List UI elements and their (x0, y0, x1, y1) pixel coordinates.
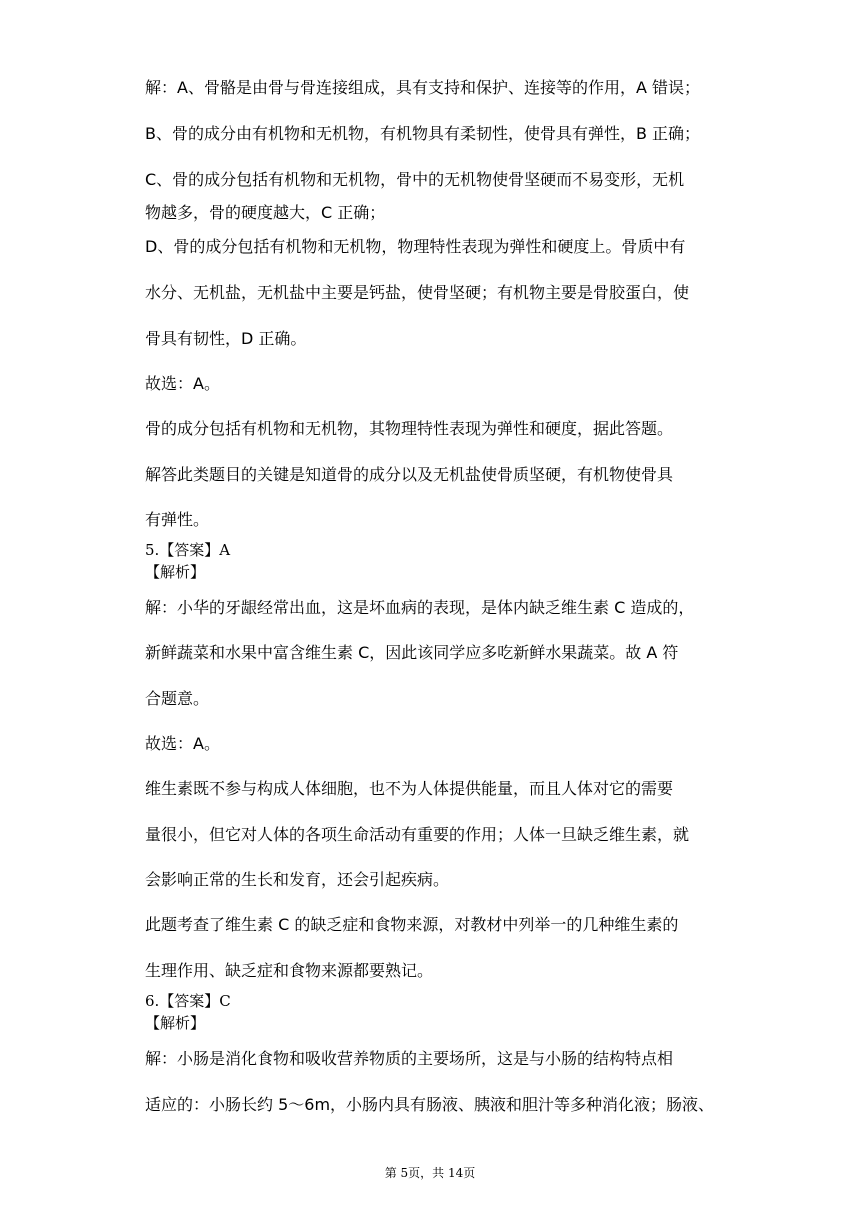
text-line: 有弹性。 (145, 510, 210, 529)
text-line: 故选：A。 (145, 374, 220, 393)
text-line: 生理作用、缺乏症和食物来源都要熟记。 (145, 961, 434, 980)
text-line: 解：小肠是消化食物和吸收营养物质的主要场所，这是与小肠的结构特点相 (145, 1049, 674, 1068)
analysis-heading: 【解析】 (145, 563, 206, 581)
answer-heading: 5.【答案】A (145, 541, 231, 559)
text-line: 解：A、骨骼是由骨与骨连接组成，具有支持和保护、连接等的作用，A 错误； (145, 78, 700, 97)
text-line: 物越多，骨的硬度越大，C 正确； (145, 203, 386, 222)
text-line: C、骨的成分包括有机物和无机物，骨中的无机物使骨坚硬而不易变形，无机 (145, 170, 685, 189)
analysis-heading: 【解析】 (145, 1014, 206, 1032)
text-line: 合题意。 (145, 689, 210, 708)
text-line: 适应的：小肠长约 5～6m，小肠内具有肠液、胰液和胆汁等多种消化液；肠液、 (145, 1095, 715, 1114)
text-line: 水分、无机盐，无机盐中主要是钙盐，使骨坚硬；有机物主要是骨胶蛋白，使 (145, 283, 690, 302)
text-line: B、骨的成分由有机物和无机物，有机物具有柔韧性，使骨具有弹性，B 正确； (145, 124, 701, 143)
text-line: D、骨的成分包括有机物和无机物，物理特性表现为弹性和硬度上。骨质中有 (145, 237, 686, 256)
text-line: 骨具有韧性，D 正确。 (145, 329, 307, 348)
text-line: 骨的成分包括有机物和无机物，其物理特性表现为弹性和硬度，据此答题。 (145, 419, 674, 438)
text-line: 解：小华的牙龈经常出血，这是坏血病的表现，是体内缺乏维生素 C 造成的， (145, 598, 695, 617)
text-line: 此题考查了维生素 C 的缺乏症和食物来源，对教材中列举一的几种维生素的 (145, 915, 679, 934)
text-line: 量很小，但它对人体的各项生命活动有重要的作用；人体一旦缺乏维生素，就 (145, 825, 690, 844)
answer-heading: 6.【答案】C (145, 992, 231, 1010)
page-footer: 第 5页，共 14页 (384, 1166, 476, 1180)
text-line: 新鲜蔬菜和水果中富含维生素 C，因此该同学应多吃新鲜水果蔬菜。故 A 符 (145, 643, 679, 662)
text-line: 会影响正常的生长和发育，还会引起疾病。 (145, 870, 450, 889)
text-line: 故选：A。 (145, 734, 220, 753)
text-line: 维生素既不参与构成人体细胞，也不为人体提供能量，而且人体对它的需要 (145, 779, 674, 798)
text-line: 解答此类题目的关键是知道骨的成分以及无机盐使骨质坚硬，有机物使骨具 (145, 465, 674, 484)
